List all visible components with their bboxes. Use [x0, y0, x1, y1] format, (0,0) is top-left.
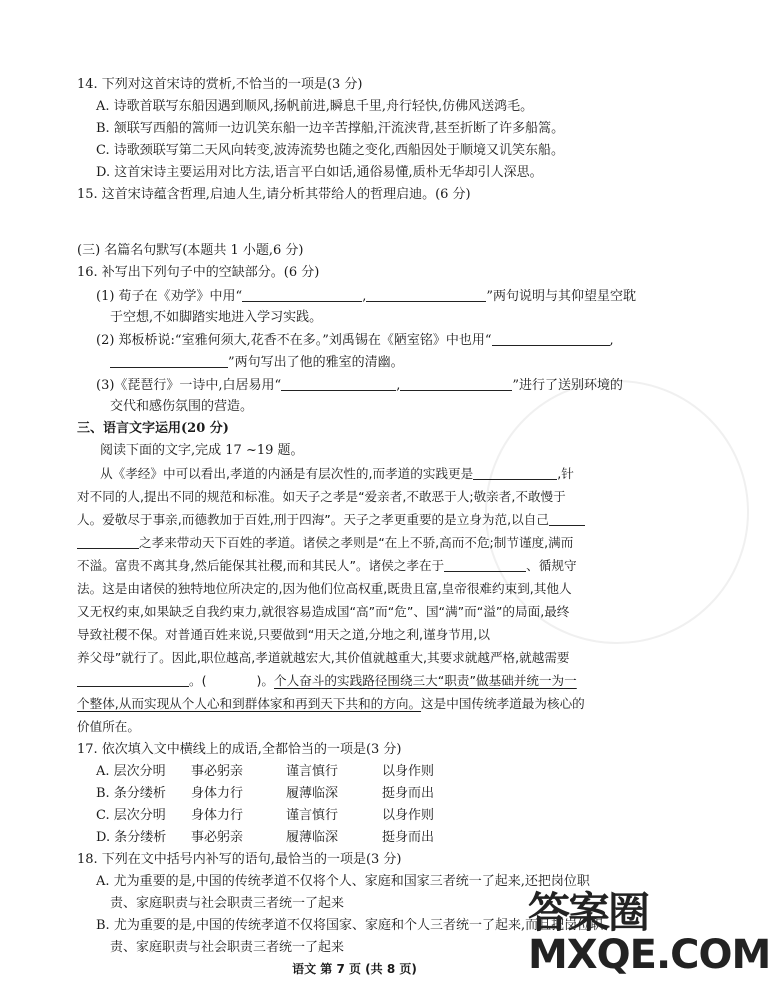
- q18-option-a-line2: 责、家庭职责与社会职责三者统一了起来: [110, 896, 345, 911]
- q17-c-1: C. 层次分明: [96, 808, 166, 823]
- q17-a-4: 以身作则: [382, 764, 435, 779]
- passage-line-4: [77, 534, 573, 552]
- passage-line-9: 养父母”就行了。因此,职位越高,孝道就越宏大,其价值就越重大,其要求就越严格,就越需要: [77, 650, 570, 665]
- q16-item-2-text: (2) 郑板桥说:“室雅何须大,花香不在多。”刘禹锡在《陋室铭》中也用“: [96, 333, 492, 348]
- page-footer: 语文 第 7 页 (共 8 页): [292, 962, 417, 976]
- passage-blank-2b[interactable]: [77, 534, 139, 549]
- q16-item-3: [96, 376, 623, 395]
- blank-6[interactable]: [400, 376, 512, 391]
- q17-option-c: [96, 807, 472, 825]
- q17-d-2: 事必躬亲: [191, 830, 244, 845]
- underlined-sentence-1: 个人奋斗的实践路径围绕三大“职责”做基础并统一为一: [274, 673, 577, 688]
- q14-option-b: B. 颔联写西船的篙师一边讥笑东船一边辛苦撑船,汗流浃背,甚至折断了许多船篙。: [96, 121, 565, 136]
- logo-top-text: 答案圈: [528, 888, 649, 937]
- q16-item-3-comma: ,: [396, 378, 401, 393]
- passage-line-3-text: 人。爱敬尽于事亲,而德教加于百姓,刑于四海”。天子之孝更重要的是立身为范,以自己: [77, 512, 549, 527]
- passage-line-11: [77, 695, 585, 713]
- q17-d-4: 挺身而出: [382, 830, 435, 845]
- q17-d-3: 履薄临深: [286, 830, 339, 845]
- q17-option-b: [96, 785, 472, 803]
- q17-option-d: [96, 829, 472, 847]
- passage-line-1-tail: ,针: [557, 466, 574, 481]
- q16-item-2-comma: ,: [609, 333, 614, 348]
- q17-d-1: D. 条分缕析: [96, 830, 167, 845]
- reading-intro: 阅读下面的文字,完成 17 ~19 题。: [100, 443, 304, 458]
- passage-line-3: [77, 511, 585, 529]
- blank-5[interactable]: [281, 376, 396, 391]
- underlined-sentence-2: 个整体,从而实现从个人心和到群体家和再到天下共和的方向。: [77, 696, 422, 711]
- q16-item-3-cont: 交代和感伤氛围的营造。: [110, 399, 254, 414]
- passage-paren-close: )。: [256, 673, 275, 688]
- passage-line-7: 又无权约束,如果缺乏自我约束力,就很容易造成国“高”而“危”、国“满”而“溢”的局面,最终: [77, 604, 570, 619]
- passage-line-6: 法。这是由诸侯的独特地位所决定的,因为他们位高权重,既贵且富,皇帝很难约束到,其他人: [77, 581, 572, 596]
- q16-item-1-tail: ”两句说明与其仰望星空耽: [486, 289, 636, 304]
- q14-stem: 14. 下列对这首宋诗的赏析,不恰当的一项是(3 分): [77, 77, 363, 92]
- q16-item-2-tail: ”两句写出了他的雅室的清幽。: [228, 355, 404, 370]
- q15-stem: 15. 这首宋诗蕴含哲理,启迪人生,请分析其带给人的哲理启迪。(6 分): [77, 187, 471, 202]
- q16-item-3-text: (3)《琵琶行》一诗中,白居易用“: [96, 378, 282, 393]
- q14-option-c: C. 诗歌颈联写第二天风向转变,波涛流势也随之变化,西船因处于顺境又讥笑东船。: [96, 143, 565, 158]
- passage-line-1-text: 从《孝经》中可以看出,孝道的内涵是有层次性的,而孝道的实践更是: [100, 466, 474, 481]
- q17-b-4: 挺身而出: [382, 786, 435, 801]
- blank-1[interactable]: [242, 287, 362, 302]
- q14-option-a: A. 诗歌首联写东船因遇到顺风,扬帆前进,瞬息千里,舟行轻快,仿佛风送鸿毛。: [96, 99, 534, 114]
- q17-a-3: 谨言慎行: [286, 764, 339, 779]
- q16-stem: 16. 补写出下列句子中的空缺部分。(6 分): [77, 265, 320, 280]
- q17-c-3: 谨言慎行: [286, 808, 339, 823]
- q16-item-1-text: (1) 荀子在《劝学》中用“: [96, 289, 243, 304]
- passage-line-10: [77, 672, 577, 690]
- q17-a-2: 事必躬亲: [191, 764, 244, 779]
- q17-b-1: B. 条分缕析: [96, 786, 166, 801]
- blank-2[interactable]: [366, 287, 486, 302]
- passage-line-8: [77, 626, 490, 644]
- part-3-title: 三、语言文字运用(20 分): [77, 421, 229, 436]
- passage-paren-open: 。(: [189, 673, 207, 688]
- q18-option-b-line2: 责、家庭职责与社会职责三者统一了起来: [110, 940, 345, 955]
- passage-blank-2a[interactable]: [549, 511, 585, 526]
- passage-blank-3[interactable]: [444, 557, 526, 572]
- q17-c-4: 以身作则: [382, 808, 435, 823]
- section-3-title: (三) 名篇名句默写(本题共 1 小题,6 分): [77, 243, 304, 258]
- logo-bottom-text: MXQE.COM: [528, 932, 770, 978]
- passage-blank-4[interactable]: [77, 672, 189, 687]
- passage-blank-1[interactable]: [473, 465, 557, 480]
- q17-option-a: [96, 763, 472, 781]
- q17-c-2: 身体力行: [191, 808, 244, 823]
- q16-item-2-cont: [110, 353, 404, 372]
- q17-b-3: 履薄临深: [286, 786, 339, 801]
- q16-item-1-cont: 于空想,不如脚踏实地进入学习实践。: [110, 310, 323, 325]
- passage-line-5-text: 不溢。富贵不离其身,然后能保其社稷,而和其民人”。诸侯之孝在于: [77, 558, 445, 573]
- passage-line-12: 价值所在。: [77, 719, 140, 734]
- blank-3[interactable]: [492, 331, 610, 346]
- q18-stem: 18. 下列在文中括号内补写的语句,最恰当的一项是(3 分): [77, 852, 402, 867]
- q16-item-1: [96, 287, 636, 306]
- passage-line-8-text: 导致社稷不保。对普通百姓来说,只要做到“用天之道,分地之利,谨身节用,以: [77, 627, 490, 642]
- blank-4[interactable]: [110, 353, 228, 368]
- q17-b-2: 身体力行: [191, 786, 244, 801]
- q14-option-d: D. 这首宋诗主要运用对比方法,语言平白如话,通俗易懂,质朴无华却引人深思。: [96, 165, 543, 180]
- q16-item-2: [96, 331, 614, 350]
- q18-option-a-line1: A. 尤为重要的是,中国的传统孝道不仅将个人、家庭和国家三者统一了起来,还把岗位职: [96, 874, 590, 889]
- q17-a-1: A. 层次分明: [96, 764, 166, 779]
- q17-stem: 17. 依次填入文中横线上的成语,全都恰当的一项是(3 分): [77, 742, 402, 757]
- passage-line-4-text: 之孝来带动天下百姓的孝道。诸侯之孝则是“在上不骄,高而不危;制节谨度,满而: [139, 535, 574, 550]
- passage-line-1: [100, 465, 574, 483]
- passage-line-5: [77, 557, 577, 575]
- q16-item-3-tail: ”进行了送别环境的: [512, 378, 623, 393]
- watermark-logo: [528, 880, 770, 978]
- q18-option-b-line1: B. 尤为重要的是,中国的传统孝道不仅将国家、家庭和个人三者统一了起来,而且把岗位职: [96, 918, 604, 933]
- passage-line-2: 对不同的人,提出不同的规范和标准。如天子之孝是“爱亲者,不敢恶于人;敬亲者,不敢慢于: [77, 489, 566, 504]
- q16-item-1-comma: ,: [362, 289, 367, 304]
- passage-line-5-tail: 、循规守: [526, 558, 577, 573]
- passage-line-11-tail: 这是中国传统孝道最为核心的: [421, 696, 585, 711]
